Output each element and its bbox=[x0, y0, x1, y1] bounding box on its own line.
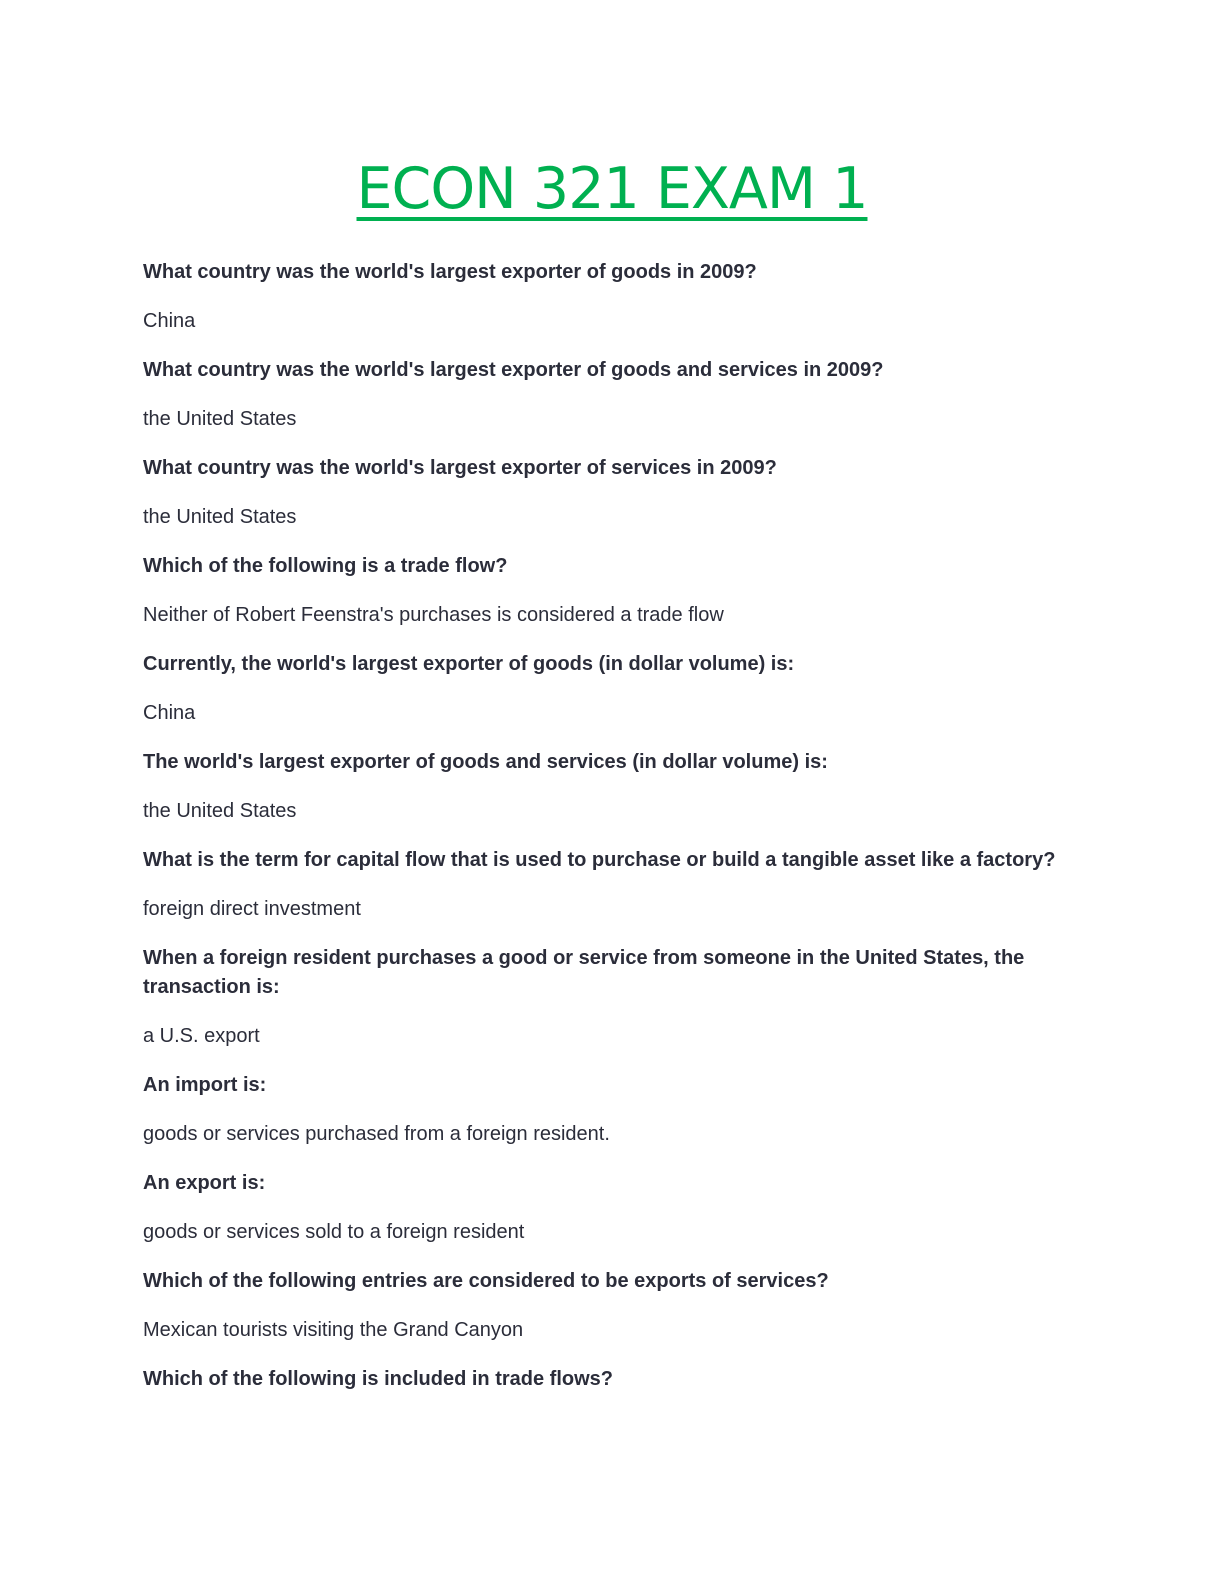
question: What country was the world's largest exporter of goods in 2009? bbox=[143, 261, 757, 283]
answer: goods or services purchased from a foreign resident. bbox=[143, 1123, 610, 1145]
qa-item bbox=[143, 650, 1078, 728]
answer: China bbox=[143, 310, 196, 332]
answer: the United States bbox=[143, 506, 297, 528]
qa-item bbox=[143, 1071, 1078, 1149]
qa-item bbox=[143, 748, 1078, 826]
page-title: ECON 321 EXAM 1 bbox=[356, 156, 868, 222]
qa-item bbox=[143, 944, 1078, 1051]
question: Which of the following entries are considered to be exports of services? bbox=[143, 1270, 829, 1292]
question: When a foreign resident purchases a good or service from someone in the United States, the transaction is: bbox=[143, 947, 1025, 998]
qa-item bbox=[143, 356, 1078, 434]
answer: the United States bbox=[143, 408, 297, 430]
answer: Mexican tourists visiting the Grand Canyon bbox=[143, 1319, 524, 1341]
qa-item bbox=[143, 1267, 1078, 1345]
question: Which of the following is included in trade flows? bbox=[143, 1368, 613, 1390]
answer: Neither of Robert Feenstra's purchases is considered a trade flow bbox=[143, 604, 724, 626]
answer: goods or services sold to a foreign resident bbox=[143, 1221, 525, 1243]
answer: the United States bbox=[143, 800, 297, 822]
answer: China bbox=[143, 702, 196, 724]
question: Which of the following is a trade flow? bbox=[143, 555, 508, 577]
question: The world's largest exporter of goods and services (in dollar volume) is: bbox=[143, 751, 828, 773]
question: An export is: bbox=[143, 1172, 266, 1194]
answer: a U.S. export bbox=[143, 1025, 260, 1047]
qa-item bbox=[143, 1169, 1078, 1247]
qa-list bbox=[143, 258, 1078, 1414]
question: What country was the world's largest exporter of services in 2009? bbox=[143, 457, 777, 479]
question: Currently, the world's largest exporter of goods (in dollar volume) is: bbox=[143, 653, 795, 675]
qa-item bbox=[143, 846, 1078, 924]
question: An import is: bbox=[143, 1074, 267, 1096]
answer: foreign direct investment bbox=[143, 898, 361, 920]
question: What is the term for capital flow that is used to purchase or build a tangible asset like a factory? bbox=[143, 849, 1056, 871]
question: What country was the world's largest exporter of goods and services in 2009? bbox=[143, 359, 884, 381]
qa-item bbox=[143, 258, 1078, 336]
qa-item bbox=[143, 552, 1078, 630]
qa-item bbox=[143, 454, 1078, 532]
qa-item bbox=[143, 1365, 1078, 1394]
